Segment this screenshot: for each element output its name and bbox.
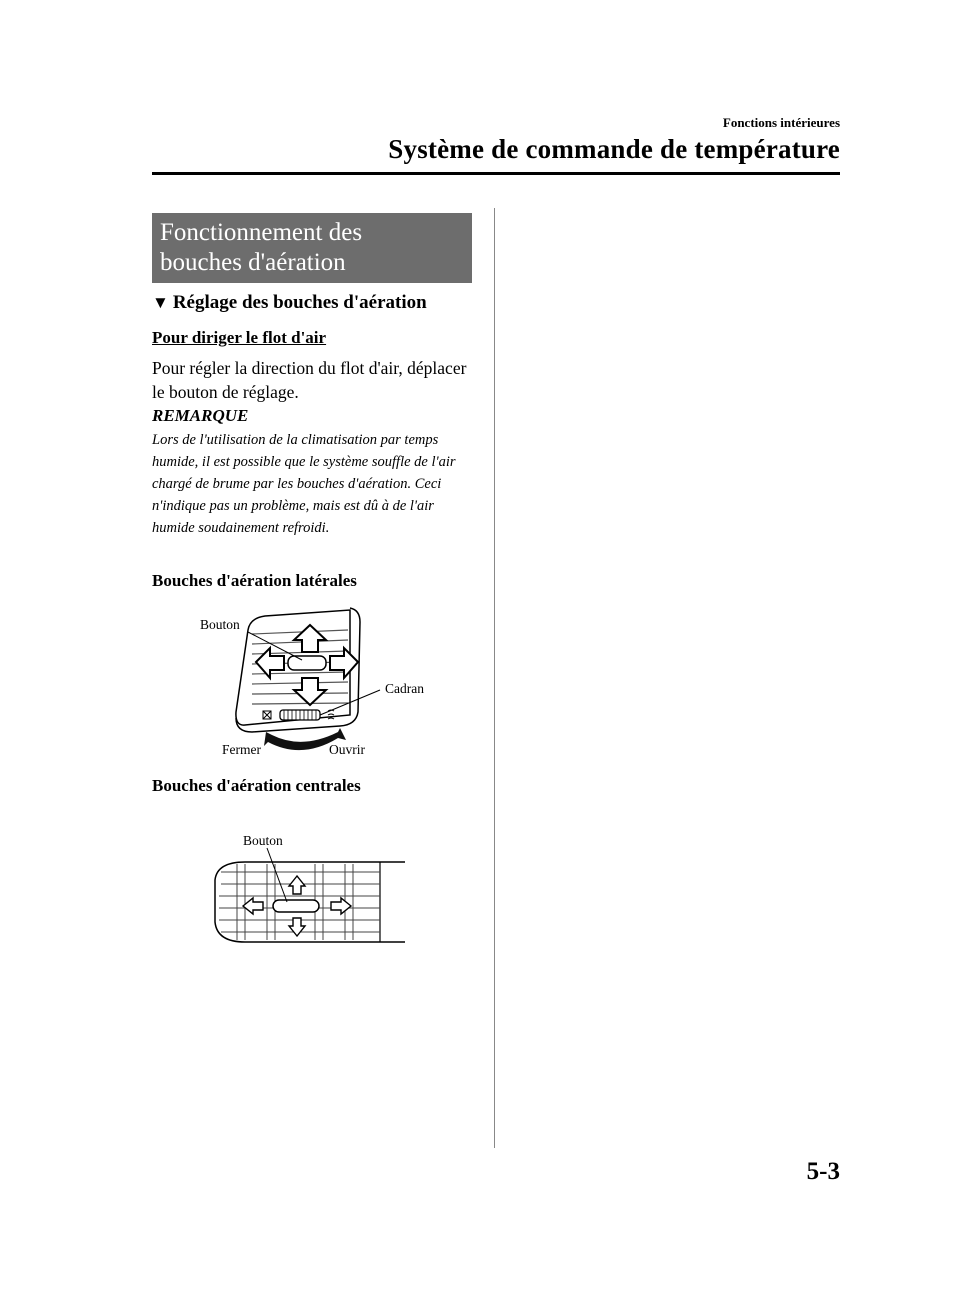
underlined-heading: Pour diriger le flot d'air [152,328,327,347]
section-title-line2: bouches d'aération [160,249,346,276]
center-vents-heading: Bouches d'aération centrales [152,776,361,795]
header-rule [152,172,840,175]
page-number: 5-3 [806,1158,840,1185]
note-title: REMARQUE [152,406,249,425]
body-paragraph: Pour régler la direction du flot d'air, déplacer le bouton de réglage. [152,358,467,402]
center-vent-label-button: Bouton [243,833,283,848]
subheading-text: Réglage des bouches d'aération [172,292,427,313]
section-heading-box [152,213,472,283]
page-title: Système de commande de température [388,134,840,164]
side-vent-label-dial: Cadran [385,681,424,696]
side-vent-label-close: Fermer [222,742,261,757]
chapter-title: Fonctions intérieures [722,115,840,130]
side-vents-heading: Bouches d'aération latérales [152,571,357,590]
center-vent-illustration [205,840,415,950]
triangle-down-icon: ▼ [152,293,169,312]
column-divider [494,208,495,1148]
section-title-line1: Fonctionnement des [160,219,363,246]
side-vent-label-button: Bouton [200,617,240,632]
side-vent-label-open: Ouvrir [329,742,365,757]
subheading [152,292,427,314]
note-body: Lors de l'utilisation de la climatisation par temps humide, il est possible que le système souffle de l'air chargé de brume par les bouches d'aération. Ceci n'indique pas un problème, mais est dû à de l'air humide soudainement refroidi. [152,432,456,536]
